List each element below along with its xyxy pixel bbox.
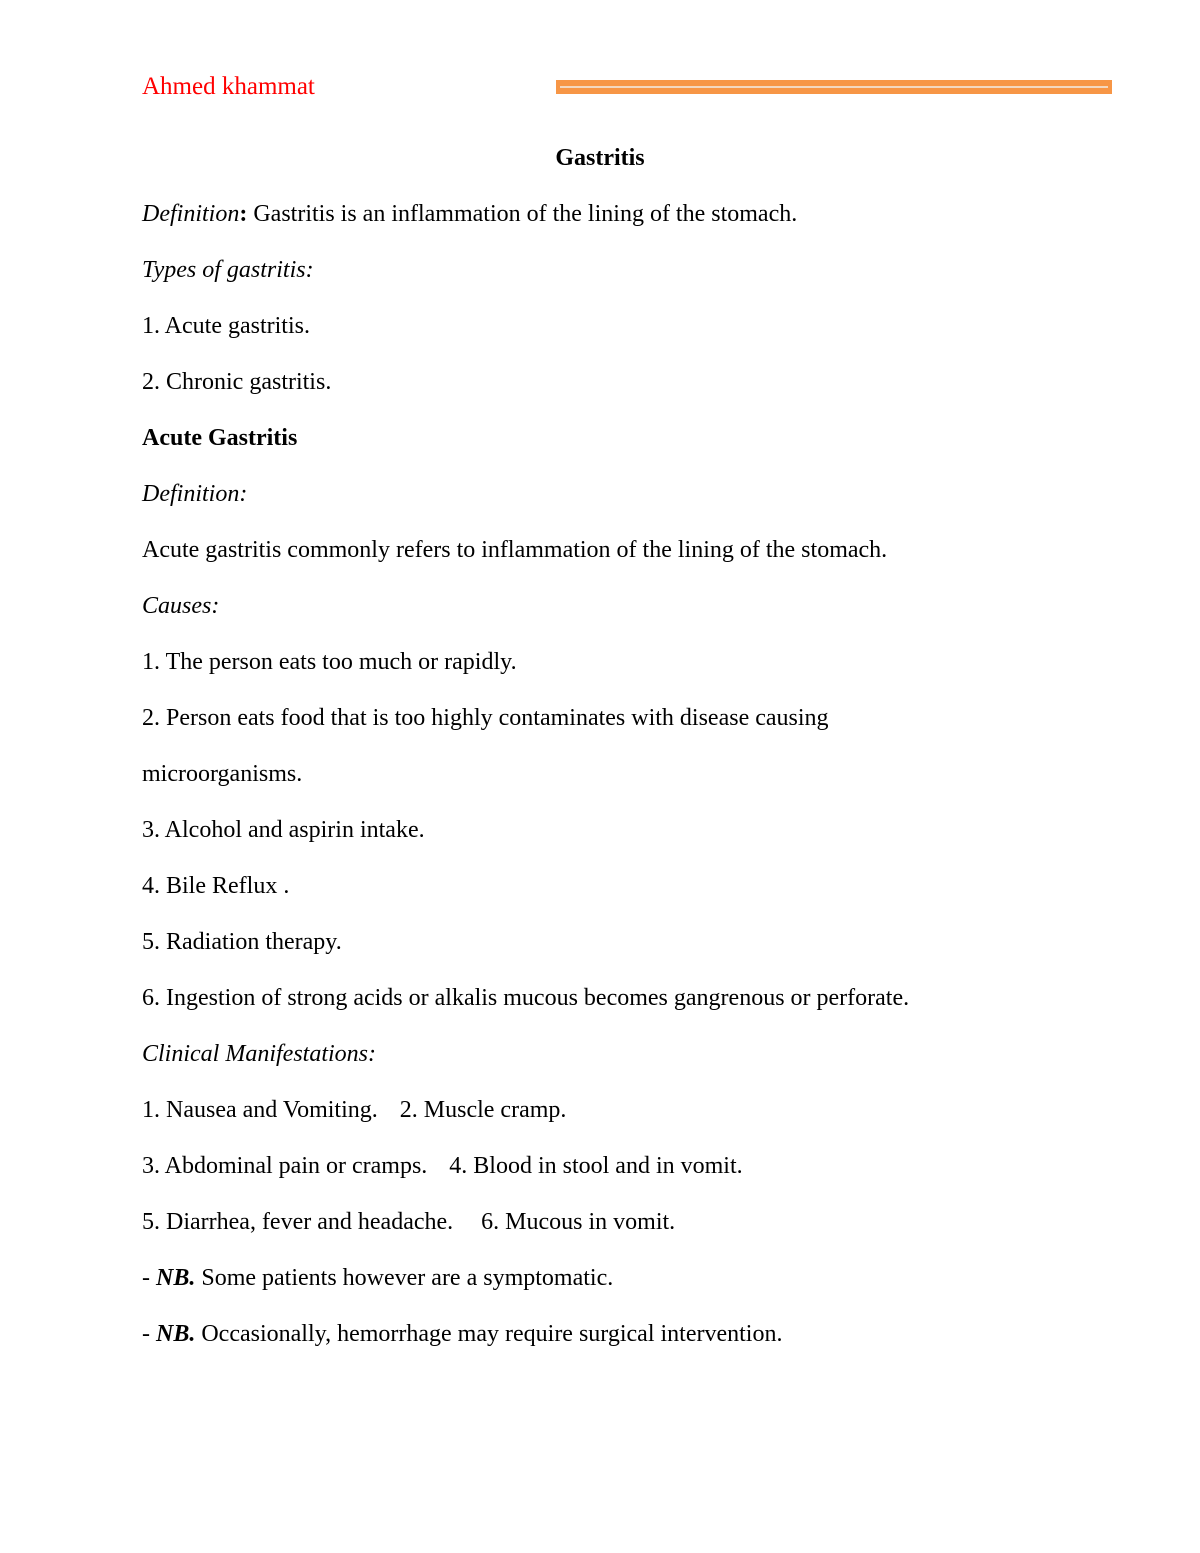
manifestations-row-1 (142, 1092, 1102, 1148)
acute-definition-label: Definition: (142, 481, 248, 507)
manifestation-item: 4. Blood in stool and in vomit. (449, 1153, 743, 1179)
types-item-1: 1. Acute gastritis. (142, 313, 310, 339)
header-rule-highlight (560, 86, 1108, 88)
cause-item-3: 3. Alcohol and aspirin intake. (142, 817, 425, 843)
manifestation-item: 5. Diarrhea, fever and headache. (142, 1209, 454, 1235)
definition-colon: : (239, 201, 248, 227)
note-prefix: - (142, 1265, 156, 1291)
definition-label: Definition (142, 201, 240, 227)
note-label: NB. (156, 1265, 196, 1291)
manifestations-row-2 (142, 1148, 1102, 1204)
cause-item-4: 4. Bile Reflux . (142, 873, 290, 899)
manifestation-item: 6. Mucous in vomit. (481, 1209, 676, 1235)
manifestation-item: 1. Nausea and Vomiting. (142, 1097, 378, 1123)
manifestations-row-3 (142, 1204, 1102, 1260)
document-title: Gastritis (555, 145, 645, 171)
manifestations-heading: Clinical Manifestations: (142, 1041, 376, 1067)
manifestation-item: 3. Abdominal pain or cramps. (142, 1153, 428, 1179)
cause-item-1: 1. The person eats too much or rapidly. (142, 649, 517, 675)
note-text: Occasionally, hemorrhage may require surgical intervention. (195, 1321, 783, 1347)
header-rule (556, 80, 1112, 94)
definition-line (142, 196, 1102, 252)
note-line-2 (142, 1316, 1102, 1372)
cause-item-2-continued: microorganisms. (142, 761, 303, 787)
cause-item-5: 5. Radiation therapy. (142, 929, 342, 955)
acute-gastritis-heading: Acute Gastritis (142, 425, 298, 451)
manifestation-item: 2. Muscle cramp. (399, 1097, 567, 1123)
note-text: Some patients however are a symptomatic. (195, 1265, 614, 1291)
author-name: Ahmed khammat (142, 73, 315, 100)
cause-item-6: 6. Ingestion of strong acids or alkalis mucous becomes gangrenous or perforate. (142, 985, 910, 1011)
document-body (142, 140, 1102, 1372)
types-item-2: 2. Chronic gastritis. (142, 369, 332, 395)
definition-text: Gastritis is an inflammation of the lining of the stomach. (247, 201, 798, 227)
causes-heading: Causes: (142, 593, 220, 619)
note-prefix: - (142, 1321, 156, 1347)
types-heading: Types of gastritis: (142, 257, 314, 283)
note-line-1 (142, 1260, 1102, 1316)
note-label: NB. (156, 1321, 196, 1347)
cause-item-2: 2. Person eats food that is too highly contaminates with disease causing (142, 705, 829, 731)
acute-definition-text: Acute gastritis commonly refers to inflammation of the lining of the stomach. (142, 537, 888, 563)
